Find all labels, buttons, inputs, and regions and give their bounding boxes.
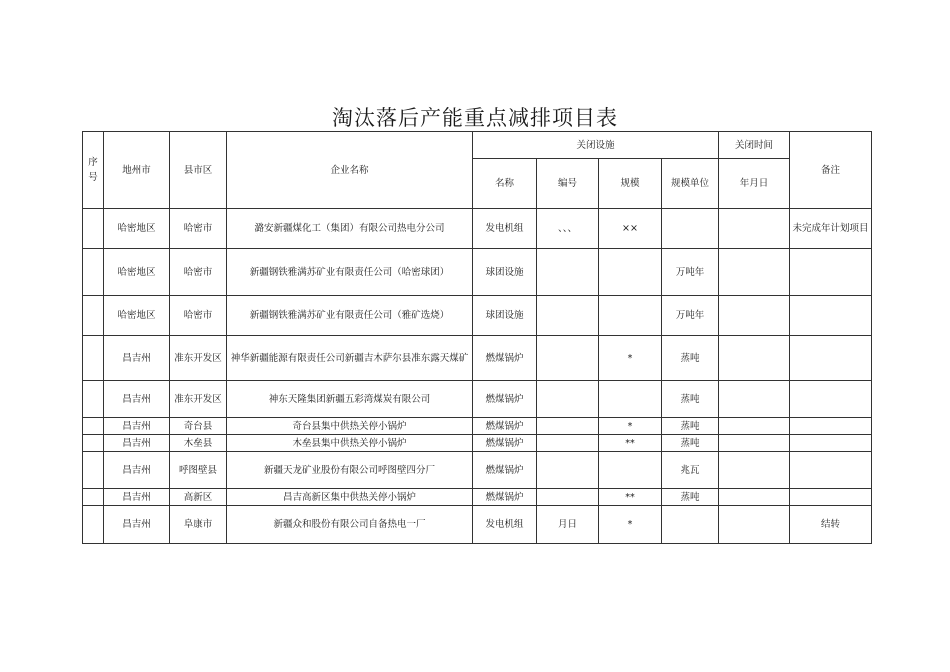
cell-company: 新疆众和股份有限公司自备热电一厂 <box>227 506 473 544</box>
table-row <box>83 249 872 296</box>
cell-county: 哈密市 <box>170 249 227 296</box>
cell-company: 昌吉高新区集中供热关停小锅炉 <box>227 489 473 506</box>
cell-time <box>719 209 790 249</box>
cell-company: 神华新疆能源有限责任公司新疆吉木萨尔县准东露天煤矿 <box>227 336 473 381</box>
cell-facility: 燃煤锅炉 <box>473 435 537 452</box>
cell-code: 、、、 <box>537 209 599 249</box>
cell-code <box>537 249 599 296</box>
cell-prefecture: 昌吉州 <box>104 506 170 544</box>
cell-company: 新疆钢铁雅满苏矿业有限责任公司（哈密球团） <box>227 249 473 296</box>
cell-unit: 蒸吨 <box>662 381 719 418</box>
cell-company: 奇台县集中供热关停小锅炉 <box>227 418 473 435</box>
cell-remark <box>790 489 872 506</box>
header-remark: 备注 <box>790 132 872 209</box>
table-row <box>83 452 872 489</box>
cell-code: 月日 <box>537 506 599 544</box>
cell-seq <box>83 435 104 452</box>
cell-prefecture: 昌吉州 <box>104 489 170 506</box>
header-county: 县市区 <box>170 132 227 209</box>
cell-scale <box>599 296 662 336</box>
cell-time <box>719 435 790 452</box>
project-table <box>82 131 872 544</box>
cell-county: 哈密市 <box>170 209 227 249</box>
cell-remark <box>790 296 872 336</box>
cell-code <box>537 381 599 418</box>
cell-company: 新疆钢铁雅满苏矿业有限责任公司（雅矿选烧） <box>227 296 473 336</box>
header-company: 企业名称 <box>227 132 473 209</box>
cell-scale <box>599 249 662 296</box>
table-row <box>83 296 872 336</box>
cell-remark: 结转 <box>790 506 872 544</box>
cell-facility: 燃煤锅炉 <box>473 418 537 435</box>
cell-scale <box>599 452 662 489</box>
table-row <box>83 381 872 418</box>
header-prefecture: 地州市 <box>104 132 170 209</box>
header-close-time-group: 关闭时间 <box>719 132 790 159</box>
cell-county: 哈密市 <box>170 296 227 336</box>
cell-remark: 未完成年计划项目 <box>790 209 872 249</box>
cell-seq <box>83 296 104 336</box>
cell-prefecture: 昌吉州 <box>104 418 170 435</box>
cell-unit: 兆瓦 <box>662 452 719 489</box>
cell-facility: 燃煤锅炉 <box>473 381 537 418</box>
cell-time <box>719 489 790 506</box>
cell-company: 神东天隆集团新疆五彩湾煤炭有限公司 <box>227 381 473 418</box>
cell-prefecture: 昌吉州 <box>104 435 170 452</box>
page-title: 淘汰落后产能重点减排项目表 <box>332 106 618 130</box>
cell-unit: 蒸吨 <box>662 435 719 452</box>
cell-time <box>719 336 790 381</box>
cell-county: 准东开发区 <box>170 336 227 381</box>
cell-unit <box>662 209 719 249</box>
cell-seq <box>83 506 104 544</box>
table-row <box>83 336 872 381</box>
cell-unit: 万吨年 <box>662 249 719 296</box>
cell-unit: 蒸吨 <box>662 489 719 506</box>
cell-scale: ** <box>599 489 662 506</box>
cell-seq <box>83 336 104 381</box>
cell-facility: 燃煤锅炉 <box>473 452 537 489</box>
header-facility-group: 关闭设施 <box>473 132 719 159</box>
cell-time <box>719 506 790 544</box>
cell-seq <box>83 381 104 418</box>
cell-county: 准东开发区 <box>170 381 227 418</box>
cell-remark <box>790 452 872 489</box>
cell-prefecture: 哈密地区 <box>104 296 170 336</box>
cell-prefecture: 昌吉州 <box>104 452 170 489</box>
cell-facility: 燃煤锅炉 <box>473 489 537 506</box>
cell-remark <box>790 381 872 418</box>
cell-scale: * <box>599 336 662 381</box>
cell-code <box>537 336 599 381</box>
cell-remark <box>790 336 872 381</box>
cell-county: 高新区 <box>170 489 227 506</box>
cell-seq <box>83 489 104 506</box>
cell-facility: 球团设施 <box>473 296 537 336</box>
table-row <box>83 489 872 506</box>
cell-county: 木垒县 <box>170 435 227 452</box>
cell-prefecture: 昌吉州 <box>104 381 170 418</box>
cell-scale: * <box>599 418 662 435</box>
cell-seq <box>83 452 104 489</box>
header-close-time: 年月日 <box>719 159 790 209</box>
header-scale: 规模 <box>599 159 662 209</box>
cell-county: 阜康市 <box>170 506 227 544</box>
cell-time <box>719 249 790 296</box>
cell-company: 新疆天龙矿业股份有限公司呼图壁四分厂 <box>227 452 473 489</box>
cell-seq <box>83 418 104 435</box>
cell-county: 奇台县 <box>170 418 227 435</box>
cell-facility: 球团设施 <box>473 249 537 296</box>
cell-time <box>719 418 790 435</box>
cell-scale: ** <box>599 435 662 452</box>
cell-code <box>537 435 599 452</box>
cell-facility: 燃煤锅炉 <box>473 336 537 381</box>
table-row <box>83 209 872 249</box>
cell-scale <box>599 381 662 418</box>
header-facility-code: 编号 <box>537 159 599 209</box>
cell-scale: ×× <box>599 209 662 249</box>
cell-facility: 发电机组 <box>473 506 537 544</box>
header-seq: 序号 <box>83 132 104 209</box>
cell-seq <box>83 249 104 296</box>
cell-code <box>537 296 599 336</box>
cell-unit: 蒸吨 <box>662 336 719 381</box>
cell-prefecture: 哈密地区 <box>104 209 170 249</box>
cell-unit: 万吨年 <box>662 296 719 336</box>
cell-seq <box>83 209 104 249</box>
table-row <box>83 435 872 452</box>
cell-remark <box>790 249 872 296</box>
cell-code <box>537 452 599 489</box>
cell-remark <box>790 418 872 435</box>
cell-time <box>719 296 790 336</box>
cell-company: 木垒县集中供热关停小锅炉 <box>227 435 473 452</box>
cell-county: 呼图壁县 <box>170 452 227 489</box>
cell-prefecture: 哈密地区 <box>104 249 170 296</box>
table-row <box>83 506 872 544</box>
cell-code <box>537 489 599 506</box>
header-scale-unit: 规模单位 <box>662 159 719 209</box>
cell-prefecture: 昌吉州 <box>104 336 170 381</box>
table-row <box>83 418 872 435</box>
cell-time <box>719 381 790 418</box>
cell-facility: 发电机组 <box>473 209 537 249</box>
cell-remark <box>790 435 872 452</box>
cell-company: 潞安新疆煤化工（集团）有限公司热电分公司 <box>227 209 473 249</box>
cell-unit <box>662 506 719 544</box>
cell-time <box>719 452 790 489</box>
cell-unit: 蒸吨 <box>662 418 719 435</box>
cell-code <box>537 418 599 435</box>
header-facility-name: 名称 <box>473 159 537 209</box>
cell-scale: * <box>599 506 662 544</box>
